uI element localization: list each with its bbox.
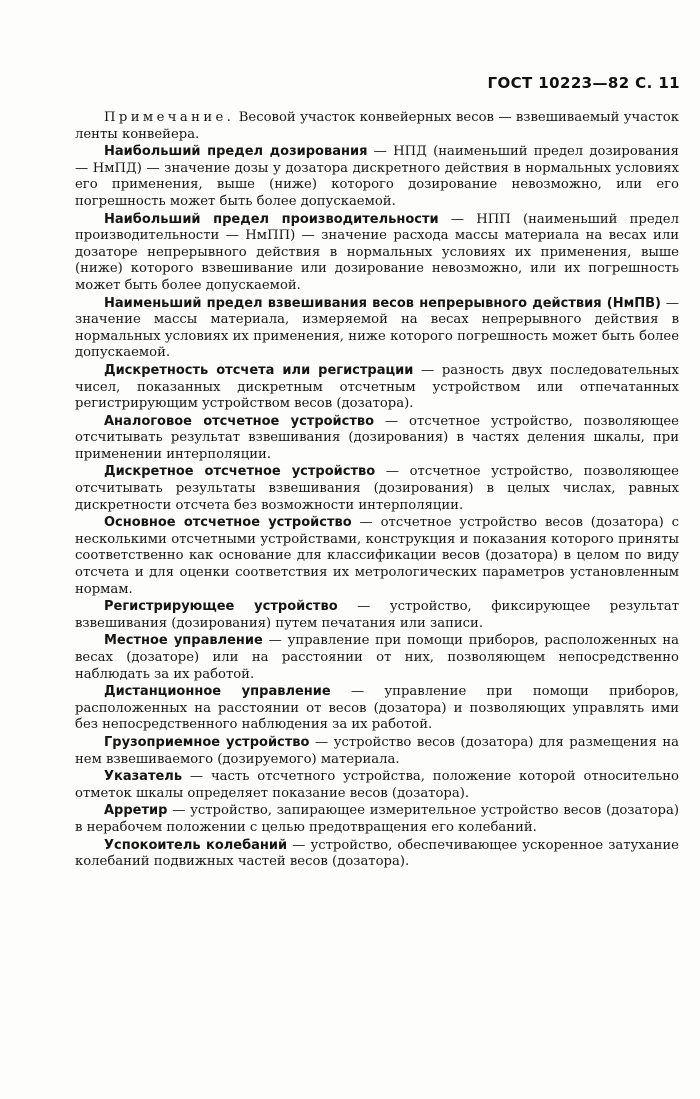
definition-paragraph [75, 464, 679, 514]
definition-paragraph [75, 633, 679, 683]
definition-term: Дискретное отсчетное устройство [104, 464, 376, 480]
definition-paragraph [75, 212, 679, 295]
page-header: ГОСТ 10223—82 С. 11 [487, 74, 680, 92]
definition-text: — разность двух последовательных чисел, показанных дискретным отсчетным устройством или отпечатанных регистрирующим устройством весов (дозатора). [75, 362, 679, 412]
definition-term: Местное управление [104, 633, 263, 649]
definition-text: — управление при помощи приборов, расположенных на расстоянии от весов (дозатора) и позволяющих управлять ими без непосредственного наблюдения за их работой. [75, 684, 679, 733]
definition-term: Дистанционное управление [104, 684, 331, 700]
definition-text: — устройство, запирающее измерительное устройство весов (дозатора) в нерабочем положении с целью предотвращения его колебаний. [75, 803, 679, 835]
definition-text: — управление при помощи приборов, расположенных на весах (дозаторе) или на расстоянии от них, позволяющем непосредственно наблюдать за их работой. [75, 633, 679, 682]
document-body [75, 110, 679, 871]
definition-term: Регистрирующее устройство [104, 599, 338, 615]
definition-paragraph [75, 735, 679, 768]
definition-text: — отсчетное устройство, позволяющее отсчитывать результат взвешивания (дозирования) в частях деления шкалы, при применении интерполяции. [75, 413, 679, 462]
definition-paragraph [75, 684, 679, 734]
definition-text: — устройство, фиксирующее результат взвешивания (дозирования) путем печатания или записи. [75, 599, 680, 631]
definition-paragraph [75, 838, 679, 871]
note-paragraph [75, 110, 679, 143]
definition-text: — НПД (наименьший предел дозирования — НмПД) — значение дозы у дозатора дискретного действия в нормальных условиях его применения, выше (ниже) которого дозирование невозможно, или его погрешность может быть более допускаемой. [75, 144, 679, 209]
definition-term: Арретир [104, 803, 168, 819]
definition-text: — значение массы материала, измеряемой на весах непрерывного действия в нормальных условиях их применения, ниже которого погрешность может быть более допускаемой. [75, 295, 679, 361]
definition-text: — устройство весов (дозатора) для размещения на нем взвешиваемого (дозируемого) материала. [75, 734, 679, 767]
definition-term: Успокоитель колебаний [104, 837, 288, 853]
definition-term: Наибольший предел производительности [104, 211, 439, 227]
definition-text: — НПП (наименьший предел производительности — НмПП) — значение расхода массы материала на весах или дозаторе непрерывного действия в нормальных условиях их применения, выше (ниже) которого взвешивание или дозирование невозможно, или их погрешность может быть более допускаемой. [75, 211, 679, 293]
note-label: Примечание. [104, 110, 235, 125]
definition-paragraph [75, 363, 679, 413]
definition-term: Наименьший предел взвешивания весов непрерывного действия (НмПВ) [104, 295, 661, 311]
definition-paragraph [75, 803, 679, 836]
definition-paragraph [75, 599, 679, 632]
definition-term: Наибольший предел дозирования [104, 144, 368, 160]
definition-paragraph [75, 515, 679, 598]
definition-text: — отсчетное устройство, позволяющее отсчитывать результаты взвешивания (дозирования) в целых числах, равных дискретности отсчета без возможности интерполяции. [75, 464, 679, 513]
definition-text: — устройство, обеспечивающее ускоренное затухание колебаний подвижных частей весов (дозатора). [75, 837, 679, 870]
definition-paragraph [75, 296, 679, 362]
definition-text: Весовой участок конвейерных весов — взвешиваемый участок ленты конвейера. [75, 110, 679, 142]
definition-term: Грузоприемное устройство [104, 734, 310, 750]
definition-paragraph [75, 144, 679, 210]
definition-paragraph [75, 769, 679, 802]
definition-term: Аналоговое отсчетное устройство [104, 413, 375, 429]
definition-text: — отсчетное устройство весов (дозатора) с несколькими отсчетными устройствами, конструкция и показания которого приняты соответственно как основание для классификации весов (дозатора) в целом по виду отсчета и для оценки соответствия их метрологических параметров установленным нормам. [75, 515, 679, 597]
definition-term: Указатель [104, 769, 183, 785]
definition-term: Основное отсчетное устройство [104, 515, 352, 531]
definition-paragraph [75, 414, 679, 464]
definition-text: — часть отсчетного устройства, положение которой относительно отметок шкалы определяет показание весов (дозатора). [75, 769, 679, 801]
definition-term: Дискретность отсчета или регистрации [104, 362, 414, 378]
